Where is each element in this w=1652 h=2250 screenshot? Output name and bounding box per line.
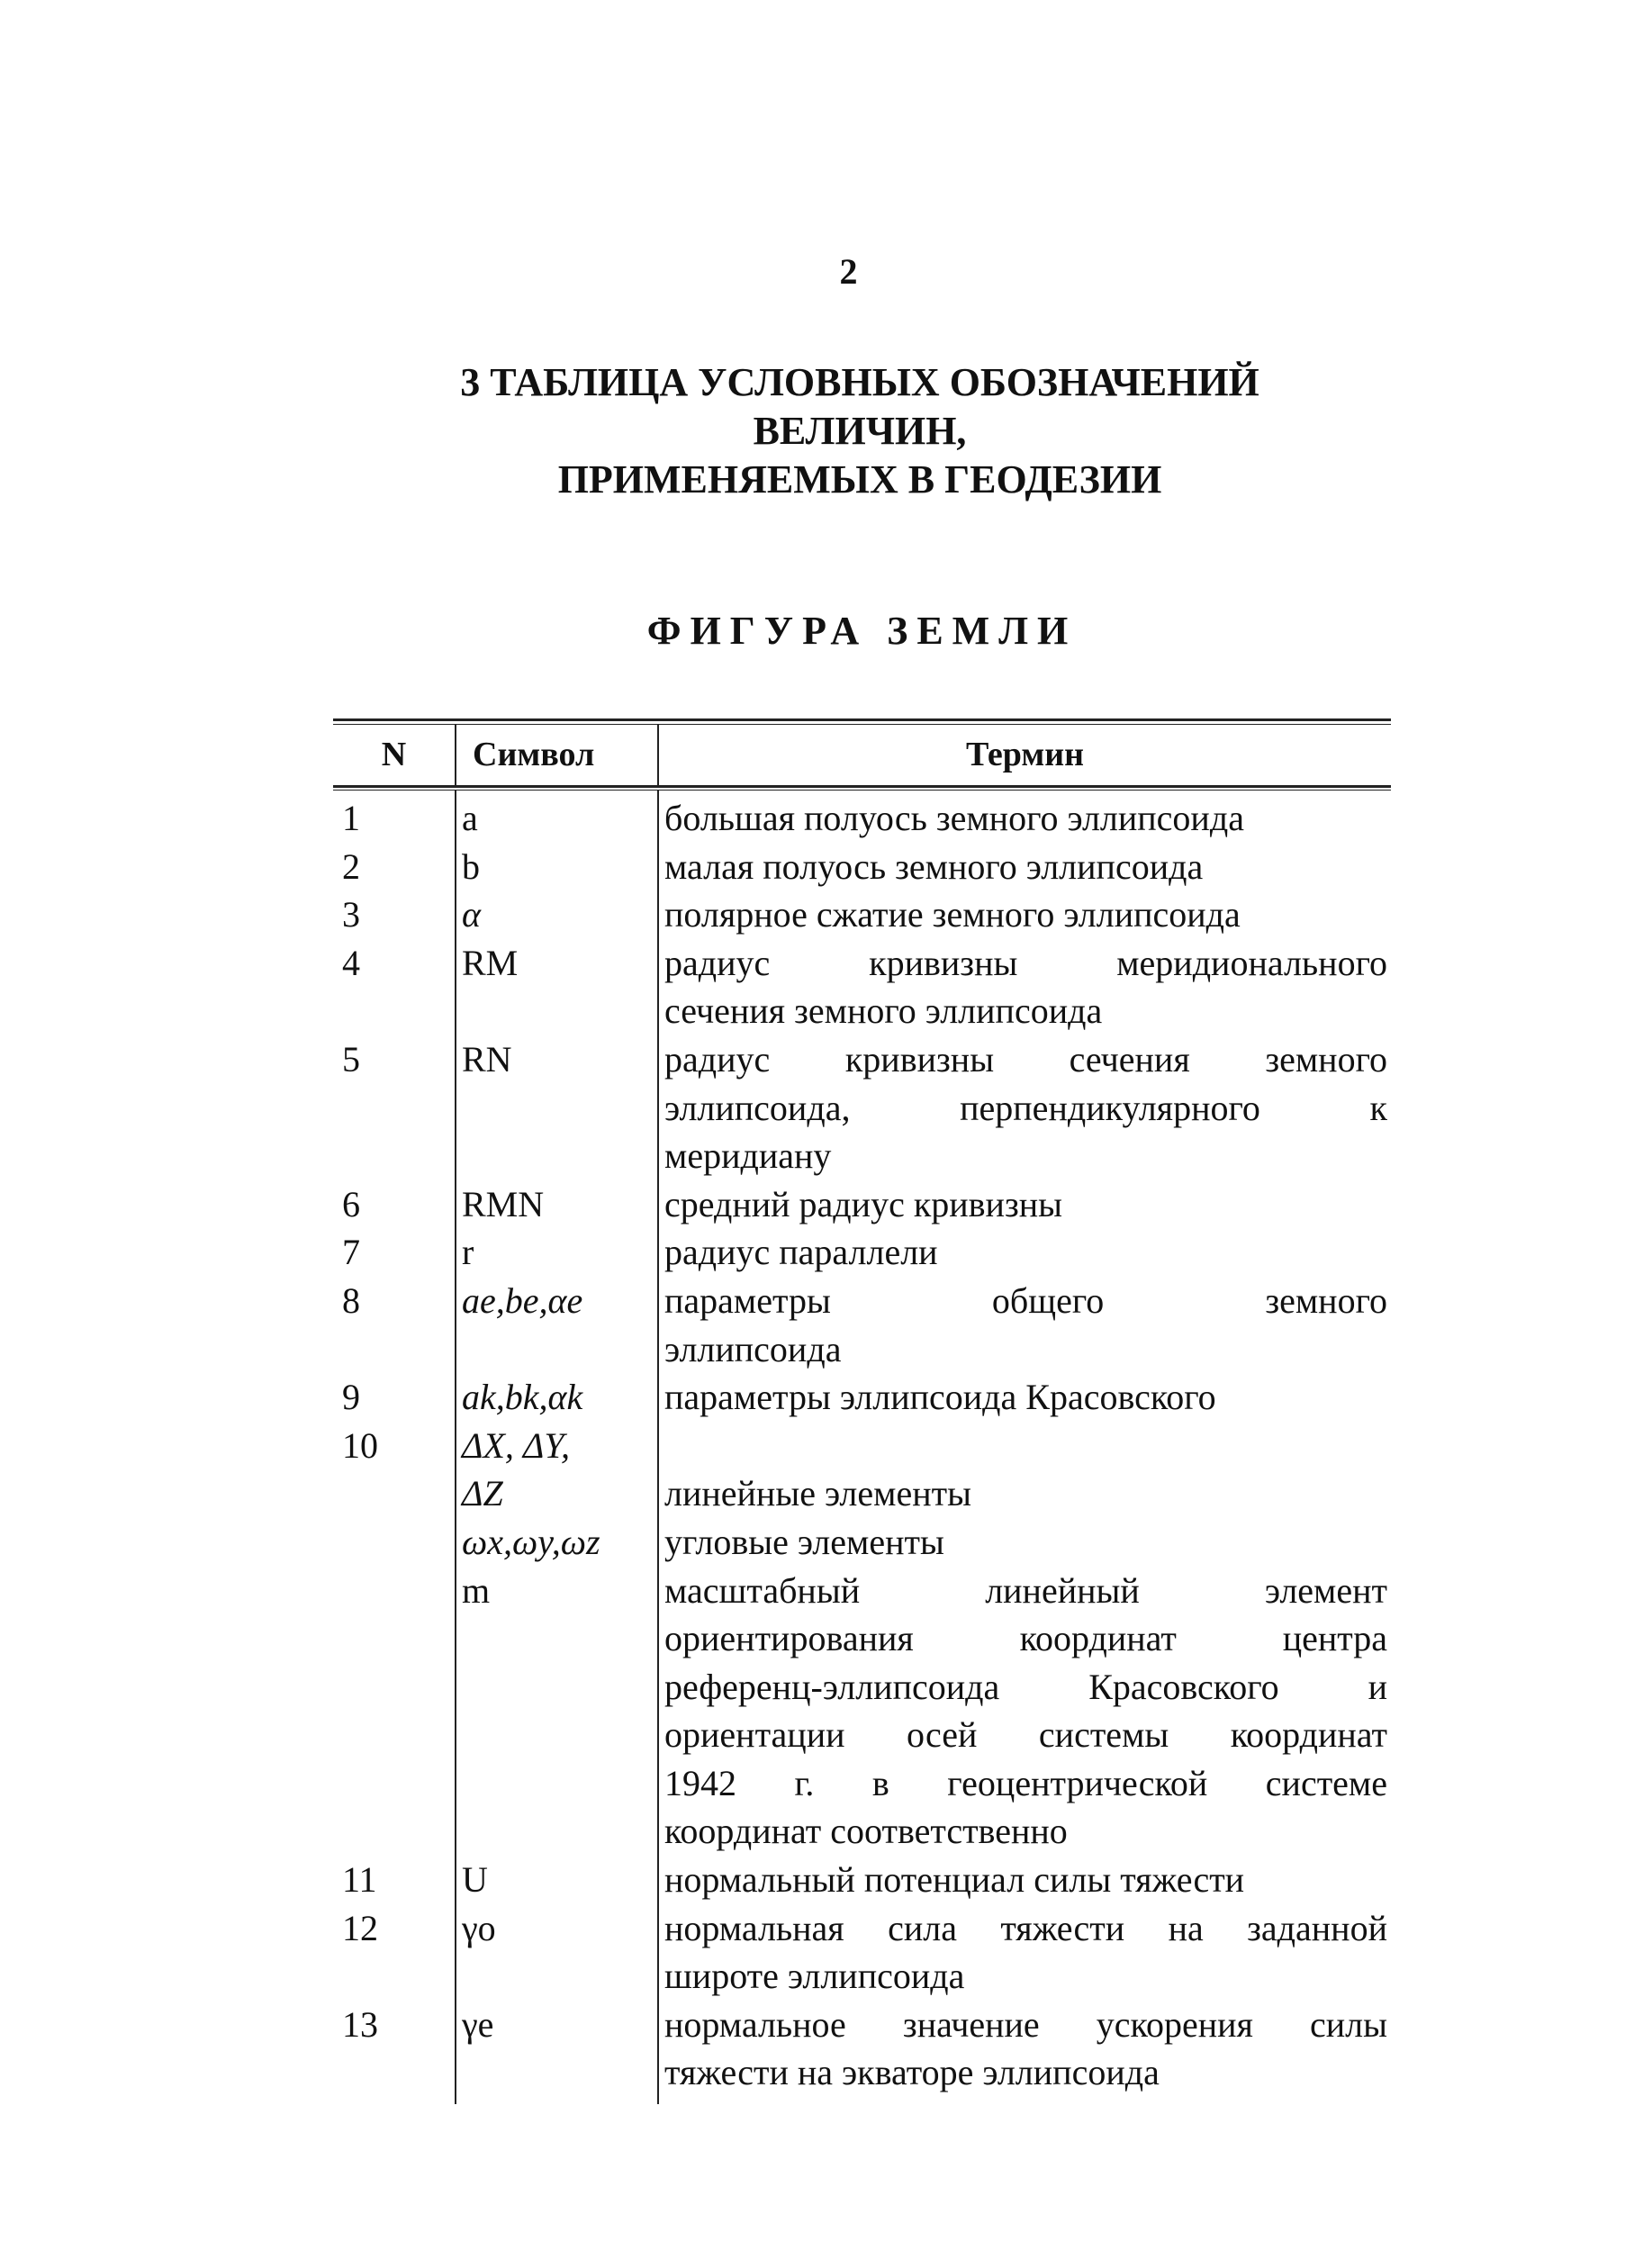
row-symbol-spacer	[462, 2048, 657, 2097]
row-number-spacer	[342, 1759, 455, 1808]
row-symbol: RM	[462, 942, 519, 983]
row-number-spacer	[342, 1469, 455, 1518]
row-term: 1942 г. в геоцентрической системе	[664, 1762, 1387, 1803]
row-number: 4	[342, 942, 360, 983]
page-heading	[0, 358, 1652, 504]
row-symbol-spacer	[462, 1759, 657, 1808]
row-number: 7	[342, 1232, 360, 1273]
row-term: большая полуось земного эллипсоида	[664, 798, 1244, 838]
column-symbol	[455, 791, 657, 2104]
row-term: эллипсоида, перпендикулярного к	[664, 1087, 1387, 1128]
row-term: тяжести на экваторе эллипсоида	[664, 2052, 1160, 2093]
row-symbol: b	[462, 845, 480, 887]
row-symbol: RMN	[462, 1183, 545, 1224]
row-symbol: m	[462, 1569, 491, 1611]
row-symbol: α	[462, 894, 481, 935]
row-number: 8	[342, 1279, 360, 1321]
row-term: нормальный потенциал силы тяжести	[664, 1859, 1245, 1901]
row-symbol: RN	[462, 1038, 512, 1080]
row-term	[664, 1422, 1387, 1470]
row-number: 2	[342, 845, 360, 887]
row-number-spacer	[342, 1567, 455, 1615]
row-term: полярное сжатие земного эллипсоида	[664, 894, 1241, 935]
header-term: Термин	[657, 725, 1391, 785]
row-symbol: U	[462, 1859, 488, 1901]
column-term	[657, 791, 1391, 2104]
heading-line-2: ВЕЛИЧИН,	[753, 409, 967, 453]
row-number: 6	[342, 1183, 360, 1224]
row-number: 10	[342, 1424, 378, 1466]
row-number-spacer	[342, 987, 455, 1035]
row-term: нормальная сила тяжести на заданной	[664, 1907, 1387, 1948]
row-number-spacer	[342, 1663, 455, 1712]
row-term: радиус кривизны сечения земного	[664, 1038, 1387, 1080]
symbols-table	[333, 718, 1391, 2104]
row-symbol-spacer	[462, 1614, 657, 1663]
row-symbol-spacer	[462, 1325, 657, 1374]
heading-line-1: 3 ТАБЛИЦА УСЛОВНЫХ ОБОЗНАЧЕНИЙ	[460, 360, 1259, 404]
header-n: N	[381, 736, 407, 773]
section-title: ФИГУРА ЗЕМЛИ	[646, 609, 1078, 653]
row-number-spacer	[342, 1325, 455, 1374]
row-term: референц-эллипсоида Красовского и	[664, 1666, 1387, 1707]
row-term: радиус кривизны меридионального	[664, 942, 1387, 983]
row-number-spacer	[342, 1518, 455, 1567]
row-number: 13	[342, 2003, 378, 2045]
row-symbol: γo	[462, 1907, 496, 1948]
row-symbol-spacer	[462, 987, 657, 1035]
row-number-spacer	[342, 1614, 455, 1663]
row-number-spacer	[342, 1952, 455, 2001]
row-number-spacer	[342, 1132, 455, 1180]
row-term: сечения земного эллипсоида	[664, 990, 1103, 1032]
row-term: угловые элементы	[664, 1521, 944, 1562]
row-term: ориентирования координат центра	[664, 1618, 1387, 1659]
row-number: 3	[342, 894, 360, 935]
row-symbol: r	[462, 1232, 474, 1273]
row-term: параметры эллипсоида Красовского	[664, 1377, 1216, 1418]
row-symbol-spacer	[462, 1952, 657, 2001]
row-symbol-spacer	[462, 1711, 657, 1759]
row-symbol-spacer	[462, 1132, 657, 1180]
row-number: 1	[342, 798, 360, 838]
row-symbol: ΔZ	[462, 1473, 503, 1514]
row-number: 11	[342, 1859, 377, 1901]
row-number-spacer	[342, 1084, 455, 1133]
header-symbol: Символ	[455, 725, 657, 785]
row-term: линейные элементы	[664, 1473, 971, 1514]
row-number: 9	[342, 1377, 360, 1418]
row-term: нормальное значение ускорения силы	[664, 2003, 1387, 2045]
row-number: 12	[342, 1907, 378, 1948]
row-number-spacer	[342, 1807, 455, 1856]
row-term: средний радиус кривизны	[664, 1183, 1063, 1224]
row-number-spacer	[342, 2048, 455, 2097]
heading-line-3: ПРИМЕНЯЕМЫХ В ГЕОДЕЗИИ	[557, 457, 1162, 502]
table-header	[333, 725, 1391, 786]
row-term: координат соответственно	[664, 1811, 1068, 1852]
row-term: масштабный линейный элемент	[664, 1569, 1387, 1611]
row-term: параметры общего земного	[664, 1279, 1387, 1321]
row-term: меридиану	[664, 1135, 832, 1177]
row-symbol: ωx,ωy,ωz	[462, 1521, 600, 1562]
row-symbol: ae,be,αe	[462, 1279, 583, 1321]
row-symbol: ΔX, ΔY,	[462, 1424, 570, 1466]
column-n	[333, 791, 455, 2104]
page-number: 2	[839, 251, 858, 292]
row-term: малая полуось земного эллипсоида	[664, 845, 1204, 887]
row-symbol-spacer	[462, 1663, 657, 1712]
row-symbol: γe	[462, 2003, 494, 2045]
row-symbol: a	[462, 798, 478, 838]
table-body	[333, 791, 1391, 2104]
row-number: 5	[342, 1038, 360, 1080]
row-symbol-spacer	[462, 1807, 657, 1856]
row-number-spacer	[342, 1711, 455, 1759]
row-symbol-spacer	[462, 1084, 657, 1133]
row-term: радиус параллели	[664, 1232, 938, 1273]
row-term: широте эллипсоида	[664, 1956, 965, 1997]
row-term: эллипсоида	[664, 1328, 842, 1369]
table-top-rule	[333, 718, 1391, 725]
row-symbol: ak,bk,αk	[462, 1377, 583, 1418]
row-term: ориентации осей системы координат	[664, 1714, 1387, 1756]
